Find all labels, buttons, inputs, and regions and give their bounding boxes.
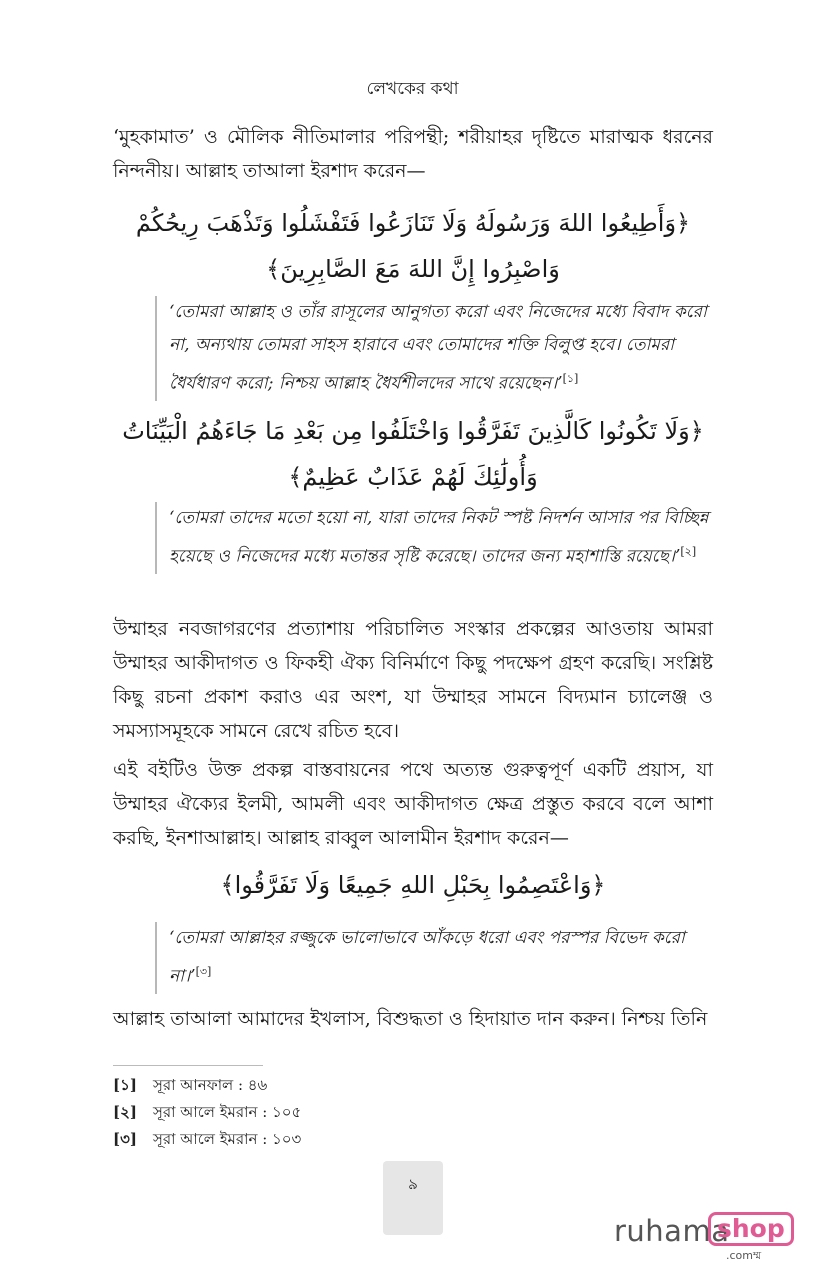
quote-1-text: ‘তোমরা আল্লাহ ও তাঁর রাসূলের আনুগত্য করো এবং নিজেদের মধ্যে বিবাদ করো না, অন্যথায় তোমরা সাহস হারাবে এবং তোমাদের শক্তি বিলুপ্ত হবে। তোমরা ধৈর্যধারণ করো; নিশ্চয় আল্লাহ ধৈর্যশীলদের সাথে রয়েছেন।’ <box>169 302 707 394</box>
footnote-ref-3[interactable]: [৩] <box>195 965 212 978</box>
paragraph-4: আল্লাহ তাআলা আমাদের ইখলাস, বিশুদ্ধতা ও হিদায়াত দান করুন। নিশ্চয় তিনি <box>113 1008 708 1030</box>
paragraph-1: ‘মুহকামাত’ ও মৌলিক নীতিমালার পরিপন্থী; শরীয়াহর দৃষ্টিতে মারাত্মক ধরনের নিন্দনীয়। আল্লাহ তাআলা ইরশাদ করেন— <box>113 126 713 182</box>
footnote-divider <box>113 1065 263 1066</box>
logo-brand: ruhama <box>614 1214 730 1248</box>
arabic-verse-1: ﴿وَأَطِيعُوا اللهَ وَرَسُولَهُ وَلَا تَنَازَعُوا فَتَفْشَلُوا وَتَذْهَبَ رِيحُكُمْ وَاصْبِرُوا إِنَّ اللهَ مَعَ الصَّابِرِينَ﴾ <box>135 209 691 283</box>
footnote-ref-1[interactable]: [১] <box>562 372 579 385</box>
logo-shop: shop <box>708 1212 794 1246</box>
quote-2-text: ‘তোমরা তাদের মতো হয়ো না, যারা তাদের নিকট স্পষ্ট নিদর্শন আসার পর বিচ্ছিন্ন হয়েছে ও নিজেদের মধ্যে মতান্তর সৃষ্টি করেছে। তাদের জন্য মহাশাস্তি রয়েছে।’ <box>169 508 709 567</box>
footnote-number: [১] <box>113 1076 137 1094</box>
arabic-verse-3: ﴿وَاعْتَصِمُوا بِحَبْلِ اللهِ جَمِيعًا وَلَا تَفَرَّقُوا﴾ <box>220 871 606 899</box>
paragraph-3: এই বইটিও উক্ত প্রকল্প বাস্তবায়নের পথে অত্যন্ত গুরুত্বপূর্ণ একটি প্রয়াস, যা উম্মাহর ঐক্যের ইলমী, আমলী এবং আকীদাগত ক্ষেত্র প্রস্তুত করবে বলে আশা করছি, ইনশাআল্লাহ। আল্লাহ রাব্বুল আলামীন ইরশাদ করেন— <box>113 759 713 849</box>
footnote-text: সূরা আলে ইমরান : ১০৩ <box>153 1130 302 1148</box>
quote-3-text: ‘তোমরা আল্লাহর রজ্জুকে ভালোভাবে আঁকড়ে ধরো এবং পরস্পর বিভেদ করো না।’ <box>169 928 685 987</box>
running-header: লেখকের কথা <box>366 79 459 99</box>
logo-domain: .comম্ম <box>726 1249 762 1262</box>
footnotes <box>113 1072 301 1153</box>
page-number-text: ৯ <box>408 1175 418 1193</box>
arabic-verse-2: ﴿وَلَا تَكُونُوا كَالَّذِينَ تَفَرَّقُوا وَاخْتَلَفُوا مِن بَعْدِ مَا جَاءَهُمُ الْبَيِّنَاتُ وَأُولَٰئِكَ لَهُمْ عَذَابٌ عَظِيمٌ﴾ <box>122 417 704 491</box>
footnote-item <box>113 1099 301 1126</box>
quote-translation-1 <box>155 296 709 401</box>
quote-translation-3 <box>155 922 709 994</box>
quote-translation-2 <box>155 502 709 574</box>
footnote-text: সূরা আনফাল : ৪৬ <box>153 1076 268 1094</box>
footnote-item <box>113 1072 301 1099</box>
page-number <box>383 1161 443 1235</box>
footnote-number: [৩] <box>113 1130 137 1148</box>
footnote-ref-2[interactable]: [২] <box>680 545 697 558</box>
ruhama-shop-logo <box>614 1210 784 1260</box>
paragraph-2: উম্মাহর নবজাগরণের প্রত্যাশায় পরিচালিত সংস্কার প্রকল্পের আওতায় আমরা উম্মাহর আকীদাগত ও ফিকহী ঐক্য বিনির্মাণে কিছু পদক্ষেপ গ্রহণ করেছি। সংশ্লিষ্ট কিছু রচনা প্রকাশ করাও এর অংশ, যা উম্মাহর সামনে বিদ্যমান চ্যালেঞ্জ ও সমস্যাসমূহকে সামনে রেখে রচিত হবে। <box>113 618 713 742</box>
footnote-item <box>113 1126 301 1153</box>
footnote-number: [২] <box>113 1103 137 1121</box>
footnote-text: সূরা আলে ইমরান : ১০৫ <box>153 1103 302 1121</box>
